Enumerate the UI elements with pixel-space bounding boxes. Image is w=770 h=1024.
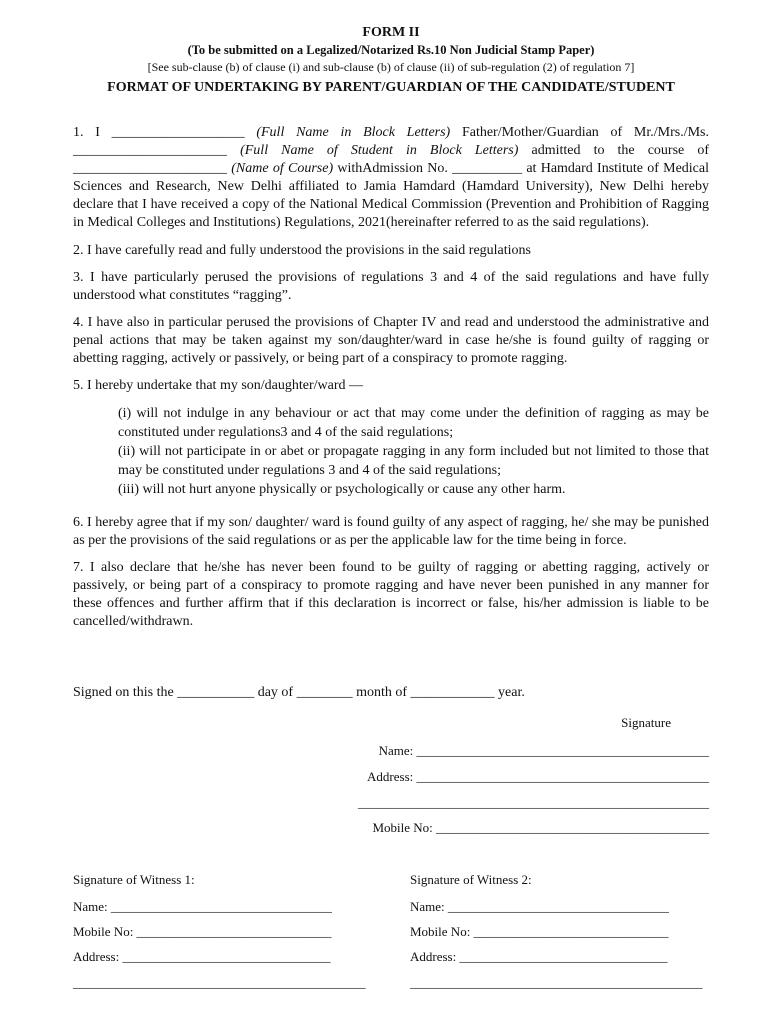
witness-2-address-cont-field[interactable]: _____________________________________________: [410, 975, 703, 990]
para1-hint-student-name: (Full Name of Student in Block Letters): [240, 143, 519, 158]
paragraph-3: 3. I have particularly perused the provisions of regulations 3 and 4 of the said regulations and have fully understood what constitutes “ragging”.: [73, 270, 709, 303]
form-subtitle: (To be submitted on a Legalized/Notarized Rs.10 Non Judicial Stamp Paper): [187, 43, 595, 57]
form-heading: FORMAT OF UNDERTAKING BY PARENT/GUARDIAN OF THE CANDIDATE/STUDENT: [107, 80, 675, 95]
parent-mobile-field[interactable]: Mobile No: __________________________________________: [372, 820, 709, 835]
undertaking-item: (ii) will not participate in or abet or propagate ragging in any form included but not limited to those that may be constituted under regulations 3 and 4 of the said regulations;: [118, 444, 709, 478]
para1-text-g: withAdmission No. __________ at Hamdard Institute of Medical Sciences and Research, New Delhi affiliated to Jamia Hamdard (Hamdard University), New Delhi hereby declare that I have received a copy of the National Medical Commission (Prevention and Prohibition of Ragging in Medical Colleges and Institutions) Regulations, 2021(hereinafter referred to as the said regulations).: [73, 161, 709, 230]
undertaking-item: (i) will not indulge in any behaviour or act that may come under the definition of ragging as may be constituted under regulations3 and 4 of the said regulations;: [118, 406, 709, 440]
paragraph-2: 2. I have carefully read and fully understood the provisions in the said regulations: [73, 243, 531, 258]
parent-address-cont-field[interactable]: ______________________________________________________: [358, 795, 709, 810]
form-page: [73, 24, 709, 631]
para1-text-e: admitted to the course of ______________________: [73, 143, 709, 176]
paragraph-5: 5. I hereby undertake that my son/daughter/ward —: [73, 378, 364, 393]
paragraph-7: 7. I also declare that he/she has never been found to be guilty of ragging or abetting ragging, actively or passively, or being part of a conspiracy to promote ragging and have never been punished in any manner for these offences and further affirm that if this declaration is incorrect or false, his/her admission is liable to be cancelled/withdrawn.: [73, 560, 709, 629]
undertaking-item: (iii) will not hurt anyone physically or psychologically or cause any other harm.: [118, 482, 566, 497]
witness-1-mobile-field[interactable]: Mobile No: ______________________________: [73, 924, 332, 939]
witness-1-address-cont-field[interactable]: _____________________________________________: [73, 975, 366, 990]
para1-text-a: 1. I ___________________: [73, 125, 257, 140]
paragraph-4: 4. I have also in particular perused the provisions of Chapter IV and read and understood the administrative and penal actions that may be taken against my son/daughter/ward in case he/she is found guilty of ragging or abetting ragging, actively or passively, or being part of a conspiracy to promote ragging.: [73, 315, 709, 366]
form-title: FORM II: [362, 25, 420, 40]
parent-address-field[interactable]: Address: _____________________________________________: [367, 769, 709, 784]
witness-2-name-field[interactable]: Name: __________________________________: [410, 899, 669, 914]
witness-1-title: Signature of Witness 1:: [73, 872, 195, 887]
witness-1-name-field[interactable]: Name: __________________________________: [73, 899, 332, 914]
para1-hint-course: (Name of Course): [231, 161, 334, 176]
paragraph-6: 6. I hereby agree that if my son/ daughter/ ward is found guilty of any aspect of ragging, he/ she may be punished as per the provisions of the said regulations or as per the applicable law for the time being in force.: [73, 515, 709, 548]
para1-text-c: Father/Mother/Guardian of Mr./Mrs./Ms. ______________________: [73, 125, 709, 158]
paragraph-1: [73, 124, 709, 232]
undertaking-list: [118, 404, 709, 499]
witness-2-title: Signature of Witness 2:: [410, 872, 532, 887]
form-reference: [See sub-clause (b) of clause (i) and sub-clause (b) of clause (ii) of sub-regulation (2) of regulation 7]: [147, 60, 635, 74]
signature-section: [73, 685, 709, 835]
para1-hint-full-name: (Full Name in Block Letters): [256, 125, 451, 140]
witness-2-mobile-field[interactable]: Mobile No: ______________________________: [410, 924, 669, 939]
parent-name-field[interactable]: Name: _____________________________________________: [378, 743, 709, 758]
witness-2-address-field[interactable]: Address: ________________________________: [410, 949, 668, 964]
witness-1-address-field[interactable]: Address: ________________________________: [73, 949, 331, 964]
signature-label: Signature: [621, 715, 671, 730]
signed-on-line[interactable]: Signed on this the ___________ day of ________ month of ____________ year.: [73, 685, 525, 700]
